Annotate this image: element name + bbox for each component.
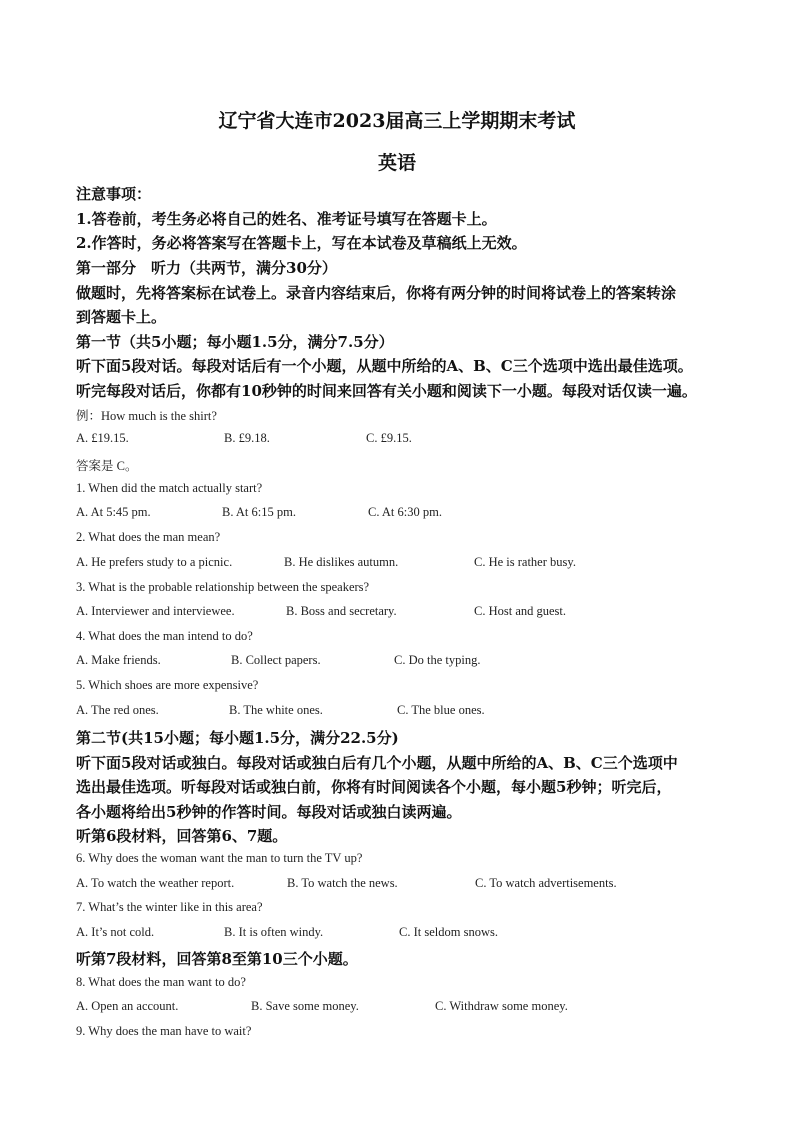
notice-item-1: 1.答卷前，考生务必将自己的姓名、准考证号填写在答题卡上。 xyxy=(76,210,497,228)
section2-instruction-line-2: 选出最佳选项。听每段对话或独白前，你将有时间阅读各个小题，每小题5秒钟；听完后， xyxy=(76,778,672,796)
question-6: 6. Why does the woman want the man to turn the TV up? xyxy=(76,851,363,865)
q1-option-a: A. At 5:45 pm. xyxy=(76,505,151,519)
q6-option-a: A. To watch the weather report. xyxy=(76,876,235,890)
q2-option-a: A. He prefers study to a picnic. xyxy=(76,555,233,569)
q3-option-a: A. Interviewer and interviewee. xyxy=(76,604,235,618)
question-5: 5. Which shoes are more expensive? xyxy=(76,678,259,692)
q5-option-c: C. The blue ones. xyxy=(397,703,485,717)
material-6-heading: 听第6段材料，回答第6、7题。 xyxy=(76,827,288,845)
q2-option-b: B. He dislikes autumn. xyxy=(284,555,399,569)
section1-instruction-line-1: 听下面5段对话。每段对话后有一个小题，从题中所给的A、B、C三个选项中选出最佳选项。 xyxy=(76,357,693,375)
q7-option-a: A. It’s not cold. xyxy=(76,925,155,939)
section1-heading: 第一节（共5小题；每小题1.5分，满分7.5分） xyxy=(76,333,394,351)
q1-option-c: C. At 6:30 pm. xyxy=(368,505,442,519)
section1-instruction-line-2: 听完每段对话后，你都有10秒钟的时间来回答有关小题和阅读下一小题。每段对话仅读一遍。 xyxy=(76,382,697,400)
question-2: 2. What does the man mean? xyxy=(76,530,221,544)
q5-option-a: A. The red ones. xyxy=(76,703,159,717)
q4-option-a: A. Make friends. xyxy=(76,653,161,667)
q2-option-c: C. He is rather busy. xyxy=(474,555,576,569)
q7-option-c: C. It seldom snows. xyxy=(399,925,498,939)
notice-item-2: 2.作答时，务必将答案写在答题卡上，写在本试卷及草稿纸上无效。 xyxy=(76,234,527,252)
q6-option-c: C. To watch advertisements. xyxy=(475,876,617,890)
q4-option-b: B. Collect papers. xyxy=(231,653,321,667)
section2-heading: 第二节(共15小题；每小题1.5分，满分22.5分) xyxy=(76,729,399,747)
section2-instruction-line-1: 听下面5段对话或独白。每段对话或独白后有几个小题，从题中所给的A、B、C三个选项中 xyxy=(76,754,678,772)
question-1: 1. When did the match actually start? xyxy=(76,481,263,495)
question-9: 9. Why does the man have to wait? xyxy=(76,1024,252,1038)
section2-instruction-line-3: 各小题将给出5秒钟的作答时间。每段对话或独白读两遍。 xyxy=(76,803,462,821)
example-option-b: B. £9.18. xyxy=(224,431,270,445)
q7-option-b: B. It is often windy. xyxy=(224,925,324,939)
q8-option-b: B. Save some money. xyxy=(251,999,359,1013)
question-8: 8. What does the man want to do? xyxy=(76,975,246,989)
exam-title: 辽宁省大连市2023届高三上学期期末考试 xyxy=(218,110,576,132)
q3-option-c: C. Host and guest. xyxy=(474,604,567,618)
question-7: 7. What’s the winter like in this area? xyxy=(76,900,263,914)
part1-instruction-line-2: 到答题卡上。 xyxy=(76,308,167,326)
question-4: 4. What does the man intend to do? xyxy=(76,629,253,643)
q8-option-a: A. Open an account. xyxy=(76,999,179,1013)
part1-heading: 第一部分 听力（共两节，满分30分） xyxy=(76,259,337,277)
q3-option-b: B. Boss and secretary. xyxy=(286,604,397,618)
q5-option-b: B. The white ones. xyxy=(229,703,323,717)
subject-title: 英语 xyxy=(377,152,416,174)
q1-option-b: B. At 6:15 pm. xyxy=(222,505,296,519)
example-question: 例：How much is the shirt? xyxy=(76,409,217,423)
material-7-heading: 听第7段材料，回答第8至第10三个小题。 xyxy=(76,950,358,968)
question-3: 3. What is the probable relationship between the speakers? xyxy=(76,580,370,594)
example-option-c: C. £9.15. xyxy=(366,431,412,445)
notice-heading: 注意事项： xyxy=(76,185,152,203)
example-option-a: A. £19.15. xyxy=(76,431,129,445)
q4-option-c: C. Do the typing. xyxy=(394,653,481,667)
q6-option-b: B. To watch the news. xyxy=(287,876,398,890)
example-answer: 答案是 C。 xyxy=(76,459,138,473)
q8-option-c: C. Withdraw some money. xyxy=(435,999,568,1013)
part1-instruction-line-1: 做题时，先将答案标在试卷上。录音内容结束后，你将有两分钟的时间将试卷上的答案转涂 xyxy=(76,284,677,302)
